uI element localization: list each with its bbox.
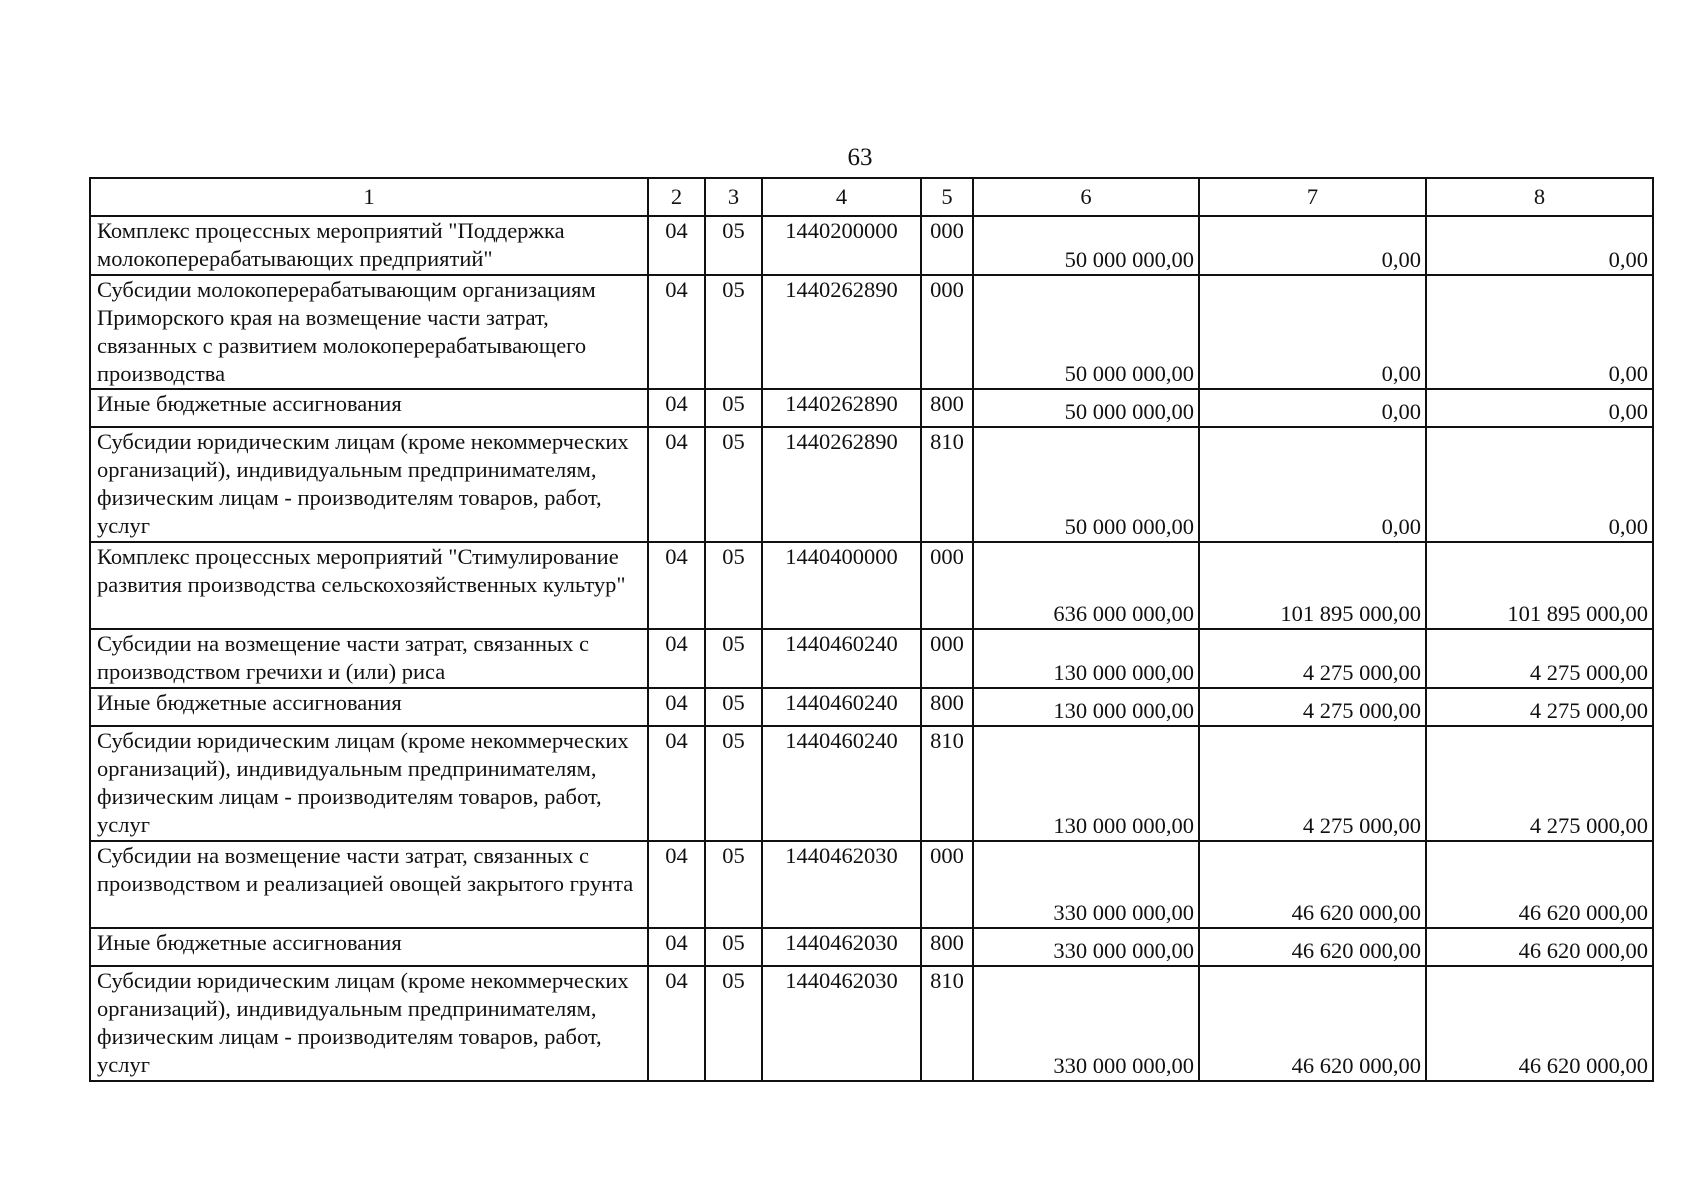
section-code: 04	[648, 726, 705, 841]
amount-col-7: 0,00	[1199, 216, 1426, 275]
amount-col-6: 50 000 000,00	[973, 275, 1199, 389]
expense-type-code: 810	[921, 726, 973, 841]
header-cell: 5	[921, 178, 973, 216]
amount-col-8: 0,00	[1426, 427, 1653, 542]
expense-type-code: 000	[921, 629, 973, 688]
target-article-code: 1440262890	[762, 427, 921, 542]
header-cell: 8	[1426, 178, 1653, 216]
header-row	[90, 178, 1653, 216]
row-name: Субсидии на возмещение части затрат, связанных с производством и реализацией овощей закрытого грунта	[90, 841, 648, 928]
amount-col-8: 0,00	[1426, 275, 1653, 389]
header-cell: 4	[762, 178, 921, 216]
subsection-code: 05	[705, 389, 762, 427]
amount-col-6: 50 000 000,00	[973, 427, 1199, 542]
section-code: 04	[648, 928, 705, 966]
header-cell: 1	[90, 178, 648, 216]
table-row	[90, 389, 1653, 427]
expense-type-code: 000	[921, 841, 973, 928]
expense-type-code: 000	[921, 275, 973, 389]
subsection-code: 05	[705, 688, 762, 726]
subsection-code: 05	[705, 216, 762, 275]
amount-col-7: 0,00	[1199, 427, 1426, 542]
amount-col-8: 4 275 000,00	[1426, 688, 1653, 726]
section-code: 04	[648, 688, 705, 726]
subsection-code: 05	[705, 841, 762, 928]
amount-col-6: 50 000 000,00	[973, 389, 1199, 427]
section-code: 04	[648, 542, 705, 629]
amount-col-7: 46 620 000,00	[1199, 928, 1426, 966]
amount-col-8: 4 275 000,00	[1426, 726, 1653, 841]
section-code: 04	[648, 629, 705, 688]
row-name: Иные бюджетные ассигнования	[90, 928, 648, 966]
amount-col-7: 4 275 000,00	[1199, 726, 1426, 841]
expense-type-code: 800	[921, 928, 973, 966]
subsection-code: 05	[705, 427, 762, 542]
row-name: Субсидии на возмещение части затрат, связанных с производством гречихи и (или) риса	[90, 629, 648, 688]
amount-col-7: 101 895 000,00	[1199, 542, 1426, 629]
amount-col-7: 4 275 000,00	[1199, 629, 1426, 688]
target-article-code: 1440200000	[762, 216, 921, 275]
target-article-code: 1440462030	[762, 966, 921, 1081]
amount-col-8: 46 620 000,00	[1426, 966, 1653, 1081]
table-row	[90, 966, 1653, 1081]
table-row	[90, 688, 1653, 726]
subsection-code: 05	[705, 726, 762, 841]
amount-col-6: 130 000 000,00	[973, 629, 1199, 688]
table-row	[90, 542, 1653, 629]
amount-col-7: 46 620 000,00	[1199, 966, 1426, 1081]
amount-col-6: 130 000 000,00	[973, 726, 1199, 841]
section-code: 04	[648, 427, 705, 542]
expense-type-code: 810	[921, 966, 973, 1081]
amount-col-8: 101 895 000,00	[1426, 542, 1653, 629]
row-name: Иные бюджетные ассигнования	[90, 688, 648, 726]
amount-col-7: 0,00	[1199, 389, 1426, 427]
subsection-code: 05	[705, 966, 762, 1081]
amount-col-8: 46 620 000,00	[1426, 928, 1653, 966]
subsection-code: 05	[705, 542, 762, 629]
table-row	[90, 841, 1653, 928]
target-article-code: 1440262890	[762, 275, 921, 389]
section-code: 04	[648, 841, 705, 928]
page-number: 63	[847, 144, 873, 171]
table-row	[90, 928, 1653, 966]
section-code: 04	[648, 966, 705, 1081]
expense-type-code: 810	[921, 427, 973, 542]
amount-col-8: 4 275 000,00	[1426, 629, 1653, 688]
expense-type-code: 800	[921, 688, 973, 726]
table-row	[90, 427, 1653, 542]
target-article-code: 1440462030	[762, 928, 921, 966]
amount-col-6: 50 000 000,00	[973, 216, 1199, 275]
amount-col-6: 330 000 000,00	[973, 928, 1199, 966]
subsection-code: 05	[705, 275, 762, 389]
table-row	[90, 216, 1653, 275]
table-row	[90, 629, 1653, 688]
subsection-code: 05	[705, 629, 762, 688]
target-article-code: 1440460240	[762, 688, 921, 726]
amount-col-7: 0,00	[1199, 275, 1426, 389]
header-cell: 7	[1199, 178, 1426, 216]
expense-type-code: 800	[921, 389, 973, 427]
row-name: Субсидии юридическим лицам (кроме некоммерческих организаций), индивидуальным предпринимателям, физическим лицам - производителям товаров, работ, услуг	[90, 966, 648, 1081]
amount-col-7: 4 275 000,00	[1199, 688, 1426, 726]
row-name: Субсидии юридическим лицам (кроме некоммерческих организаций), индивидуальным предпринимателям, физическим лицам - производителям товаров, работ, услуг	[90, 427, 648, 542]
table-row	[90, 275, 1653, 389]
row-name: Иные бюджетные ассигнования	[90, 389, 648, 427]
amount-col-7: 46 620 000,00	[1199, 841, 1426, 928]
subsection-code: 05	[705, 928, 762, 966]
expense-type-code: 000	[921, 542, 973, 629]
amount-col-6: 130 000 000,00	[973, 688, 1199, 726]
header-cell: 2	[648, 178, 705, 216]
section-code: 04	[648, 216, 705, 275]
table-row	[90, 726, 1653, 841]
target-article-code: 1440400000	[762, 542, 921, 629]
expense-type-code: 000	[921, 216, 973, 275]
target-article-code: 1440460240	[762, 726, 921, 841]
target-article-code: 1440460240	[762, 629, 921, 688]
amount-col-6: 330 000 000,00	[973, 966, 1199, 1081]
header-cell: 3	[705, 178, 762, 216]
row-name: Комплекс процессных мероприятий "Стимулирование развития производства сельскохозяйственных культур"	[90, 542, 648, 629]
header-cell: 6	[973, 178, 1199, 216]
amount-col-6: 636 000 000,00	[973, 542, 1199, 629]
row-name: Субсидии юридическим лицам (кроме некоммерческих организаций), индивидуальным предпринимателям, физическим лицам - производителям товаров, работ, услуг	[90, 726, 648, 841]
target-article-code: 1440462030	[762, 841, 921, 928]
row-name: Субсидии молокоперерабатывающим организациям Приморского края на возмещение части затрат, связанных с развитием молокоперерабатывающего производства	[90, 275, 648, 389]
amount-col-8: 0,00	[1426, 389, 1653, 427]
amount-col-8: 0,00	[1426, 216, 1653, 275]
section-code: 04	[648, 275, 705, 389]
section-code: 04	[648, 389, 705, 427]
amount-col-6: 330 000 000,00	[973, 841, 1199, 928]
row-name: Комплекс процессных мероприятий "Поддержка молокоперерабатывающих предприятий"	[90, 216, 648, 275]
budget-table	[89, 177, 1654, 1082]
amount-col-8: 46 620 000,00	[1426, 841, 1653, 928]
target-article-code: 1440262890	[762, 389, 921, 427]
